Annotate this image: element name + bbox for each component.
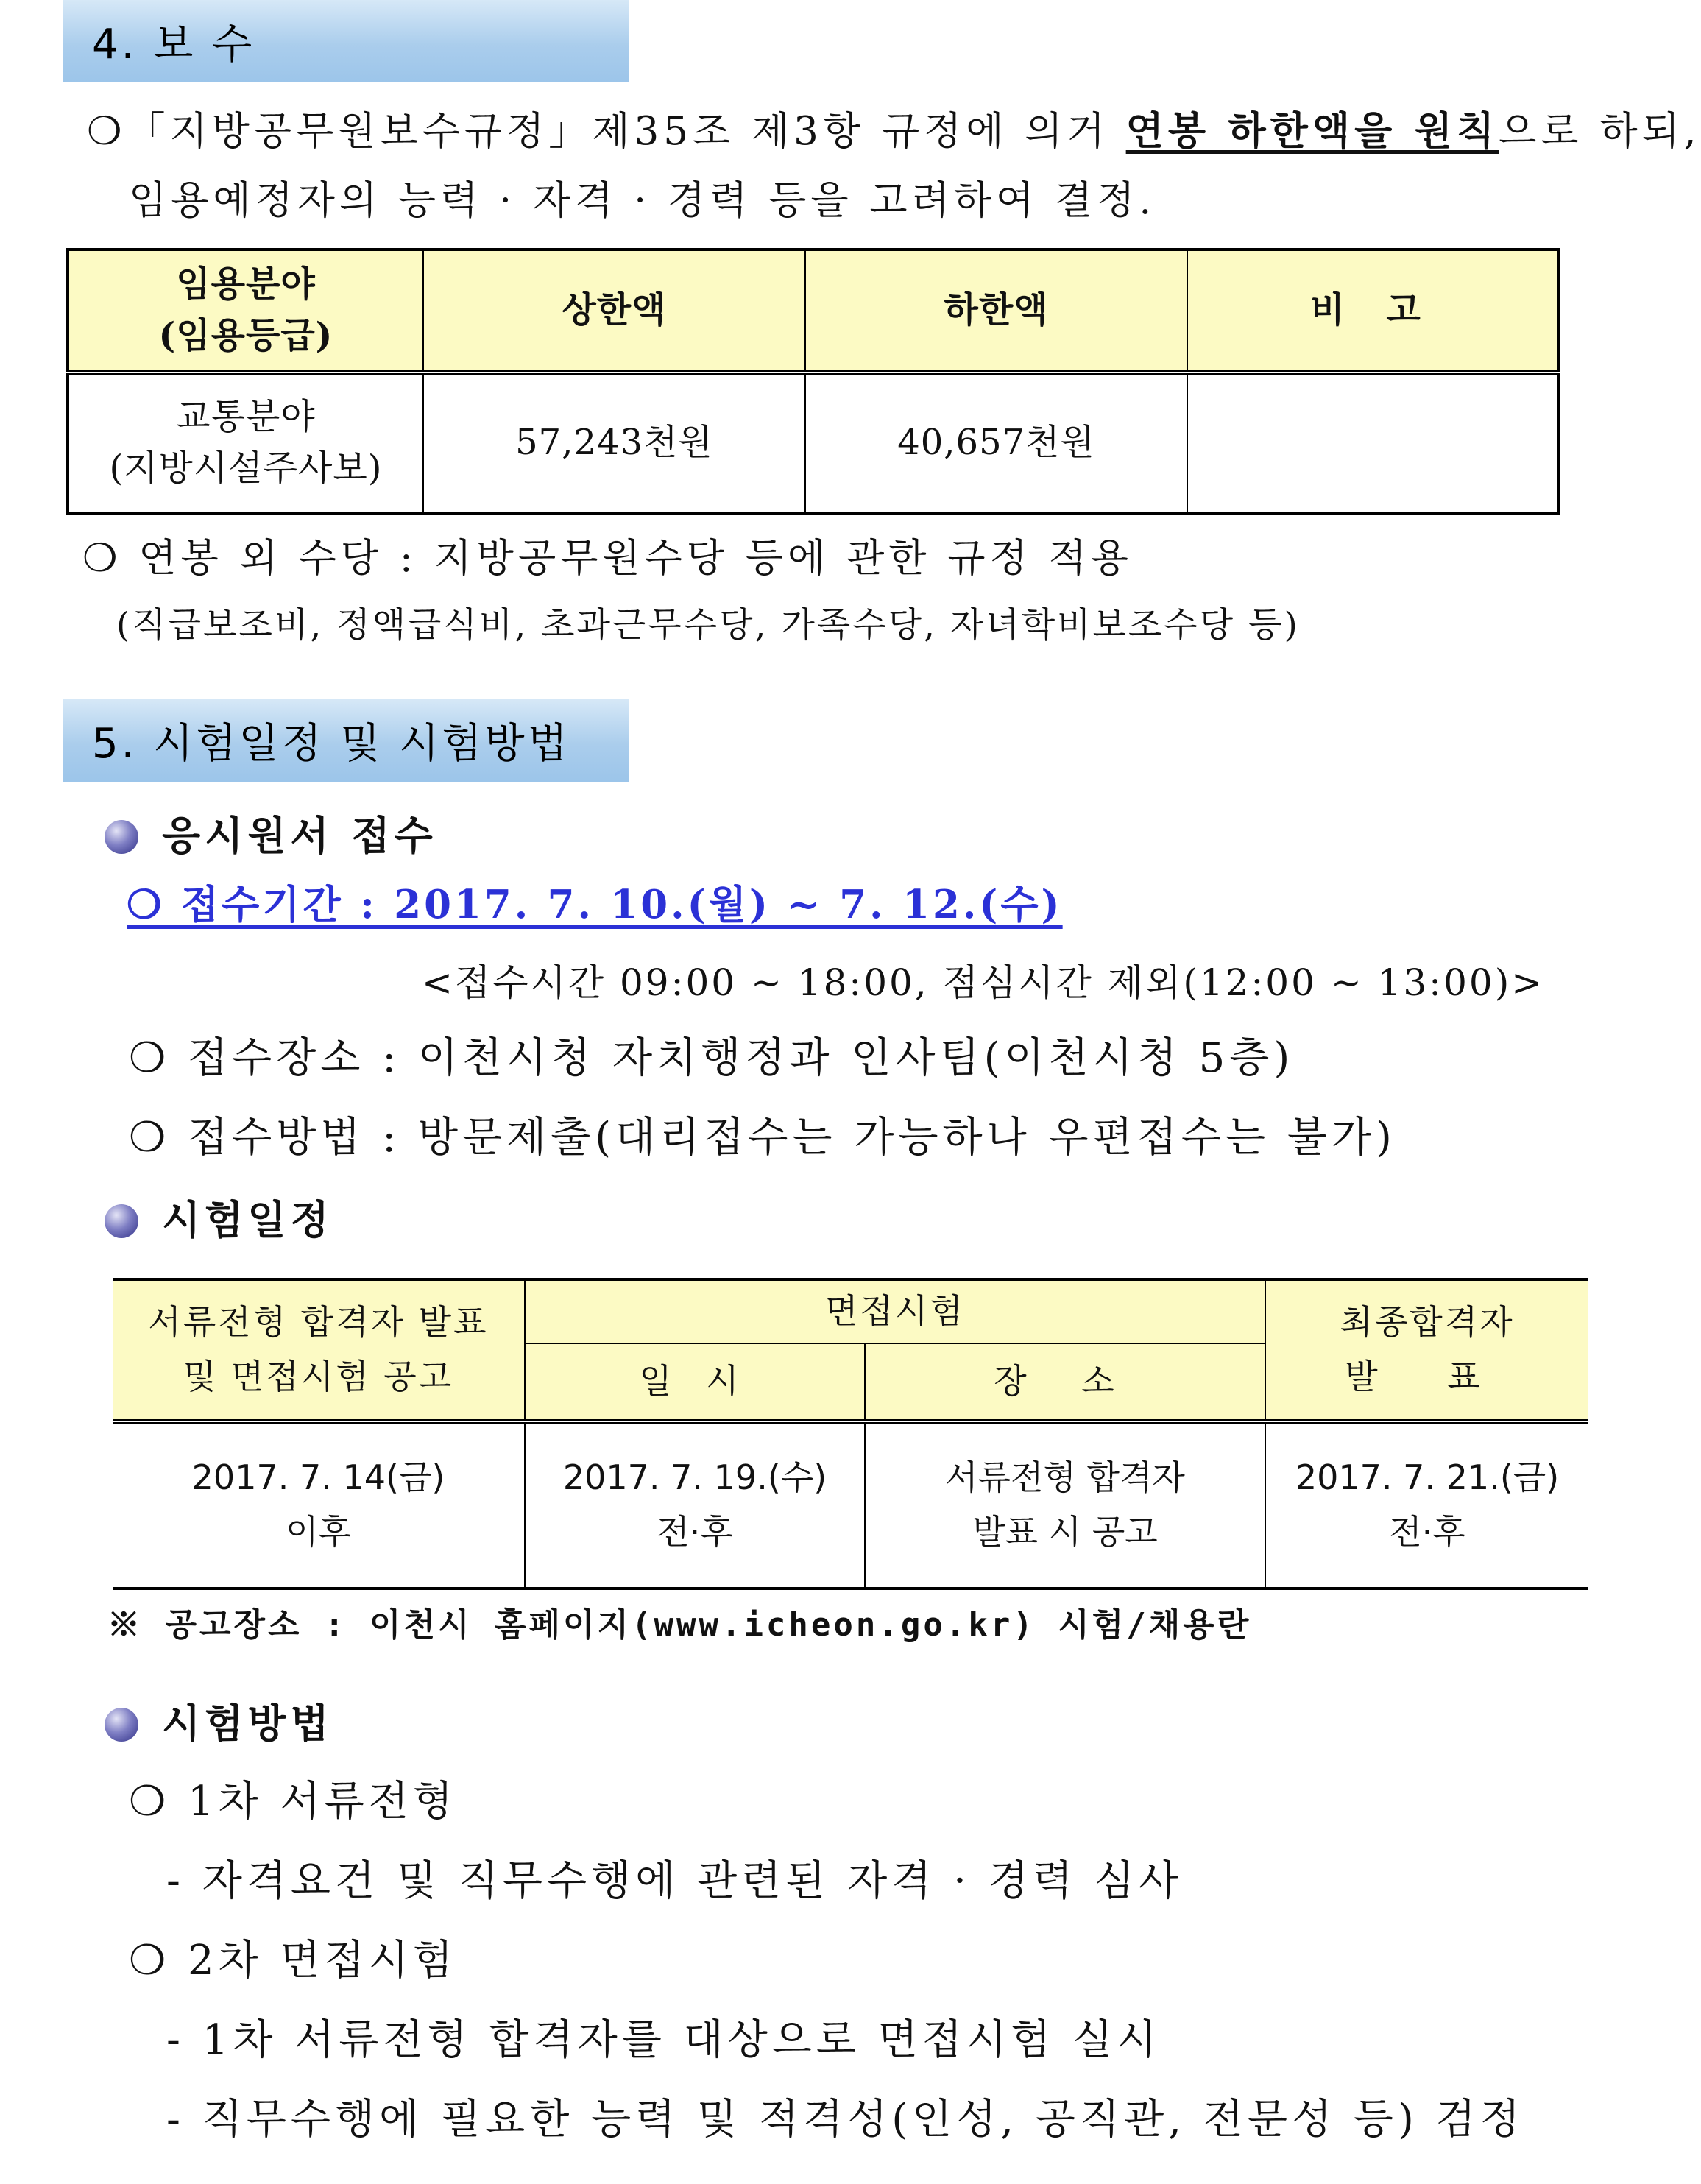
sched-header-date: 일 시 [525,1343,865,1421]
bullet-icon [105,1708,138,1742]
method-step2: ❍ 2차 면접시험 [129,1937,457,1985]
application-period: ❍ 접수기간 : 2017. 7. 10.(월) ~ 7. 12.(수) [127,882,1063,927]
salary-basis-line2: 임용예정자의 능력 · 자격 · 경력 등을 고려하여 결정. [129,178,1156,223]
bullet-icon [105,1204,138,1238]
section5-title: 5. 시험일정 및 시험방법 [92,720,570,768]
sched-date-cell: 2017. 7. 19.(수) 전·후 [525,1421,865,1588]
allowance-detail: (직급보조비, 정액급식비, 초과근무수당, 가족수당, 자녀학비보조수당 등) [116,605,1300,646]
schedule-header-row1 [113,1279,1588,1343]
sched-header-place: 장 소 [865,1343,1265,1421]
schedule-table [113,1278,1588,1590]
pay-table-row [68,372,1559,513]
sched-header-doc-result: 서류전형 합격자 발표 및 면접시험 공고 [113,1279,525,1421]
section4-title: 4. 보 수 [92,21,255,68]
sched-header-final: 최종합격자 발 표 [1265,1279,1588,1421]
section4-header [63,0,629,82]
pay-upper-cell: 57,243천원 [423,372,805,513]
sched-place-cell: 서류전형 합격자 발표 시 공고 [865,1421,1265,1588]
salary-basis-emphasis: 연봉 하한액을 원칙 [1125,108,1499,154]
application-method: ❍ 접수방법 : 방문제출(대리접수는 가능하나 우편접수는 불가) [129,1114,1396,1162]
sched-doc-result-cell: 2017. 7. 14(금) 이후 [113,1421,525,1588]
bullet-icon [105,820,138,854]
pay-lower-cell: 40,657천원 [805,372,1187,513]
pay-table [66,248,1560,515]
pay-header-field: 임용분야 (임용등급) [68,250,423,372]
method-step1: ❍ 1차 서류전형 [129,1778,457,1826]
sched-header-interview: 면접시험 [525,1279,1265,1343]
pay-table-header-row [68,250,1559,372]
application-heading: 응시원서 접수 [162,812,437,859]
method-step2-detail1: - 1차 서류전형 합격자를 대상으로 면접시험 실시 [166,2016,1161,2064]
pay-header-note: 비 고 [1187,250,1559,372]
pay-note-cell [1187,372,1559,513]
method-step2-detail2: - 직무수행에 필요한 능력 및 적격성(인성, 공직관, 전문성 등) 검정 [166,2096,1524,2144]
pay-header-lower: 하한액 [805,250,1187,372]
salary-basis-line [87,108,1701,154]
pay-field-cell: 교통분야 (지방시설주사보) [68,372,423,513]
salary-basis-prefix: ❍「지방공무원보수규정」제35조 제3항 규정에 의거 [87,109,1126,154]
schedule-row [113,1421,1588,1588]
application-hours: <접수시간 09:00 ~ 18:00, 점심시간 제외(12:00 ~ 13:00)> [422,961,1545,1004]
pay-header-upper: 상한액 [423,250,805,372]
method-step1-detail: - 자격요건 및 직무수행에 관련된 자격 · 경력 심사 [166,1857,1183,1905]
salary-basis-suffix: 으로 하되, [1499,109,1701,154]
sched-final-cell: 2017. 7. 21.(금) 전·후 [1265,1421,1588,1588]
schedule-heading: 시험일정 [162,1196,333,1243]
method-heading: 시험방법 [162,1700,333,1747]
application-place: ❍ 접수장소 : 이천시청 자치행정과 인사팀(이천시청 5층) [129,1034,1295,1082]
section5-header [63,699,629,782]
allowance-line: ❍ 연봉 외 수당 : 지방공무원수당 등에 관한 규정 적용 [82,536,1133,581]
notice-line: ※ 공고장소 : 이천시 홈페이지(www.icheon.go.kr) 시험/채용란 [107,1606,1252,1644]
